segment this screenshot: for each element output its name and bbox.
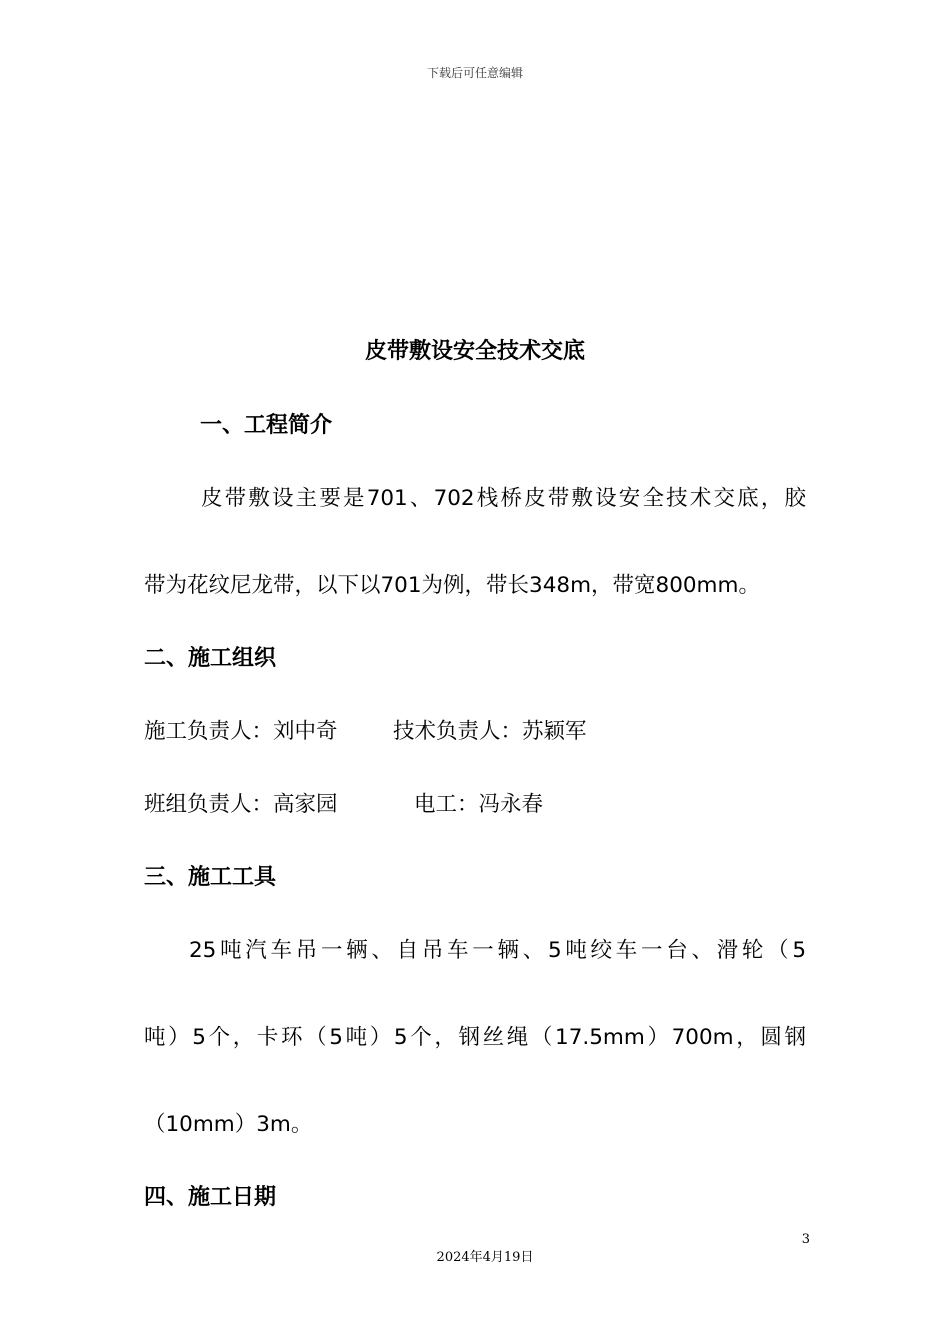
tools-paragraph-line-1: 25吨汽车吊一辆、自吊车一辆、5吨绞车一台、滑轮（5 <box>189 938 806 963</box>
section-heading-tools: 三、施工工具 <box>144 865 277 890</box>
footer-date: 2024年4月19日 <box>436 1250 534 1265</box>
page-number: 3 <box>801 1232 810 1247</box>
tools-paragraph-line-3: （10mm）3m。 <box>144 1112 313 1137</box>
tools-paragraph-line-2: 吨）5个，卡环（5吨）5个，钢丝绳（17.5mm）700m，圆钢 <box>144 1025 806 1050</box>
section-heading-organization: 二、施工组织 <box>144 646 277 671</box>
overview-paragraph-line-2: 带为花纹尼龙带，以下以701为例，带长348m，带宽800mm。 <box>144 573 760 598</box>
construction-lead: 施工负责人：刘中奇 <box>144 719 338 744</box>
header-note: 下载后可任意编辑 <box>426 66 523 80</box>
section-heading-schedule: 四、施工日期 <box>144 1185 277 1210</box>
document-title: 皮带敷设安全技术交底 <box>364 339 585 364</box>
technical-lead: 技术负责人：苏颖军 <box>393 719 587 744</box>
team-lead: 班组负责人：高家园 <box>144 792 338 817</box>
overview-paragraph-line-1: 皮带敷设主要是701、702栈桥皮带敷设安全技术交底，胶 <box>201 486 806 511</box>
electrician: 电工：冯永春 <box>414 792 544 817</box>
section-heading-overview: 一、工程简介 <box>200 413 333 438</box>
